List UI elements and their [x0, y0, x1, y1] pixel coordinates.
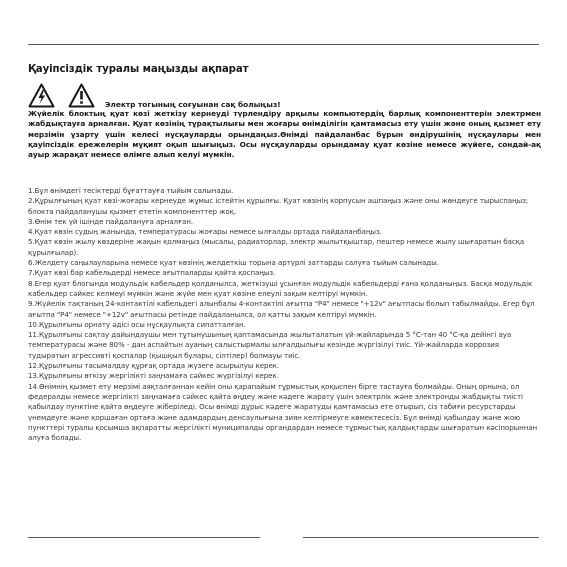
- electric-hazard-icon: [28, 83, 55, 108]
- top-divider: [28, 44, 539, 45]
- list-item: 4.Қуат көзін судың жанында, температурасы жоғары немесе ылғалды ортада пайдаланбаңыз.: [28, 227, 382, 237]
- safety-intro-paragraph: Жүйелік блоктың қуат көзі жеткізу кернеуді түрлендіру арқылы компьютердің барлық компоненттерін электрмен жабдықтауға арналған. Қуат көзінің тұрақтылығы мен жоғары өнімділігін қамтамасыз ету үшін және оның қызмет ету мерзімін ұзарту үшін келесі нұсқауларды орындаңыз.Өнімді пайдаланбас бұрын өндірушінің нұсқаулары мен қауіпсіздік ережелерін мұқият оқып шығыңыз. Осы нұсқауларды орындамау қуат көзіне немесе жүйеге, сондай-ақ ауыр жарақат немесе өлімге алып келуі мүмкін.: [28, 109, 541, 160]
- list-item: 10.Құрылғыны орнату әдісі осы нұсқаулықта сипатталған.: [28, 319, 246, 329]
- list-item: 14.Өнімнің қызмет ету мерзімі аяқталғаннан кейін оны қарапайым тұрмыстық қоқыспен бірге тастауға болмайды. Оның орнына, ол федералды немесе жергілікті заңнамаға сәйкес қайта өңдеу және кәдеге жарату үшін электрлік және электронды жабдықты тиісті қабылдау пунктіне қайта өңдеуге жіберіледі. Осы өнімді дұрыс кәдеге жаратуды қамтамасыз ете отырып, сіз табиғи ресурстарды үнемдеуге және қоршаған ортаға және адамдардың денсаулығына зиян келтірмеуге көмектесесіз. Бұл өнімді қабылдау және жою пункттері туралы қосымша ақпаратты жергілікті муниципалды органдардан немесе тұрмыстық қалдықтарды шығаратын кәсіпорыннан алуға болады.: [28, 381, 538, 443]
- page-title: Қауіпсіздік туралы маңызды ақпарат: [28, 64, 249, 75]
- list-item: 13.Құрылғыны өткізу жергілікті заңнамаға сәйкес жүргізілуі керек.: [28, 371, 279, 381]
- safety-instructions-list: [28, 186, 541, 443]
- electric-shock-warning: Электр тогының соғуынан сақ болыңыз!: [105, 100, 281, 109]
- bottom-divider-right: [303, 537, 539, 538]
- list-item: 8.Егер қуат блогында модульдік кабельдер қолданылса, жеткізуші ұсынған модульдік кабельдерді ғана қолданыңыз. Басқа модульдік кабельдер сәйкес келмеуі мүмкін және жүйе мен қуат көзіне елеулі зақым келтіруі мүмкін.: [28, 278, 533, 298]
- list-item: 9.Жүйелік тақтаның 24-контактілі кабельдегі алынбалы 4-контактілі ағытпа "P4" немесе "+12v" ағытпасы болып табылмайды. Егер бұл ағытпа "P4" немесе "+12v" ағытпасы ретінде пайдаланылса, ол қатты зақым келтіруі мүмкін.: [28, 299, 535, 319]
- warning-icon: [68, 83, 95, 108]
- list-item: 7.Қуат көзі бар кабельдерді немесе ағытпаларды қайта қоспаңыз.: [28, 268, 276, 278]
- bottom-divider-left: [28, 537, 260, 538]
- list-item: 12.Құрылғыны тасымалдау құрғақ ортада жүзеге асырылуы керек.: [28, 361, 280, 371]
- list-item: 11.Құрылғыны сақтау дайындаушы мен тұтынушының қаптамасында жылыталатын үй-жайларында 5 °С-тан 40 °С-қа дейінгі ауа температурасы және 80% - дан аспайтын ауаның салыстырмалы ылғалдылығы кезінде жүргізілуі тиіс. Үй-жайларда коррозия тудыратын агрессивті қоспалар (қышқыл булары, сілтілер) болмауы тиіс.: [28, 330, 512, 360]
- hazard-icons-row: [28, 83, 281, 108]
- list-item: 3.Өнім тек үй ішінде пайдалануға арналған.: [28, 216, 194, 226]
- list-item: 6.Желдету саңылауларына немесе қуат көзінің желдеткіш торына артүрлі заттарды салуға тыйым салынады.: [28, 258, 439, 268]
- list-item: 5.Қуат көзін жылу көздеріне жақын қолмаңыз (мысалы, радиаторлар, электр жылытқыштар, пештер немесе жылу шығаратын басқа құрылғылар).: [28, 237, 525, 257]
- list-item: 1.Бұл өнімдегі тесіктерді бұғаттауға тыйым салынады.: [28, 186, 234, 195]
- list-item: 2.Құрылғының қуат көзі-жоғары кернеуде жұмыс істейтін құрылғы. Қуат көзінің корпусын ашпаңыз және оны жөндеуге тырыспаңыз; блокта пайдаланушы қызмет ететін компоненттер жоқ.: [28, 196, 529, 216]
